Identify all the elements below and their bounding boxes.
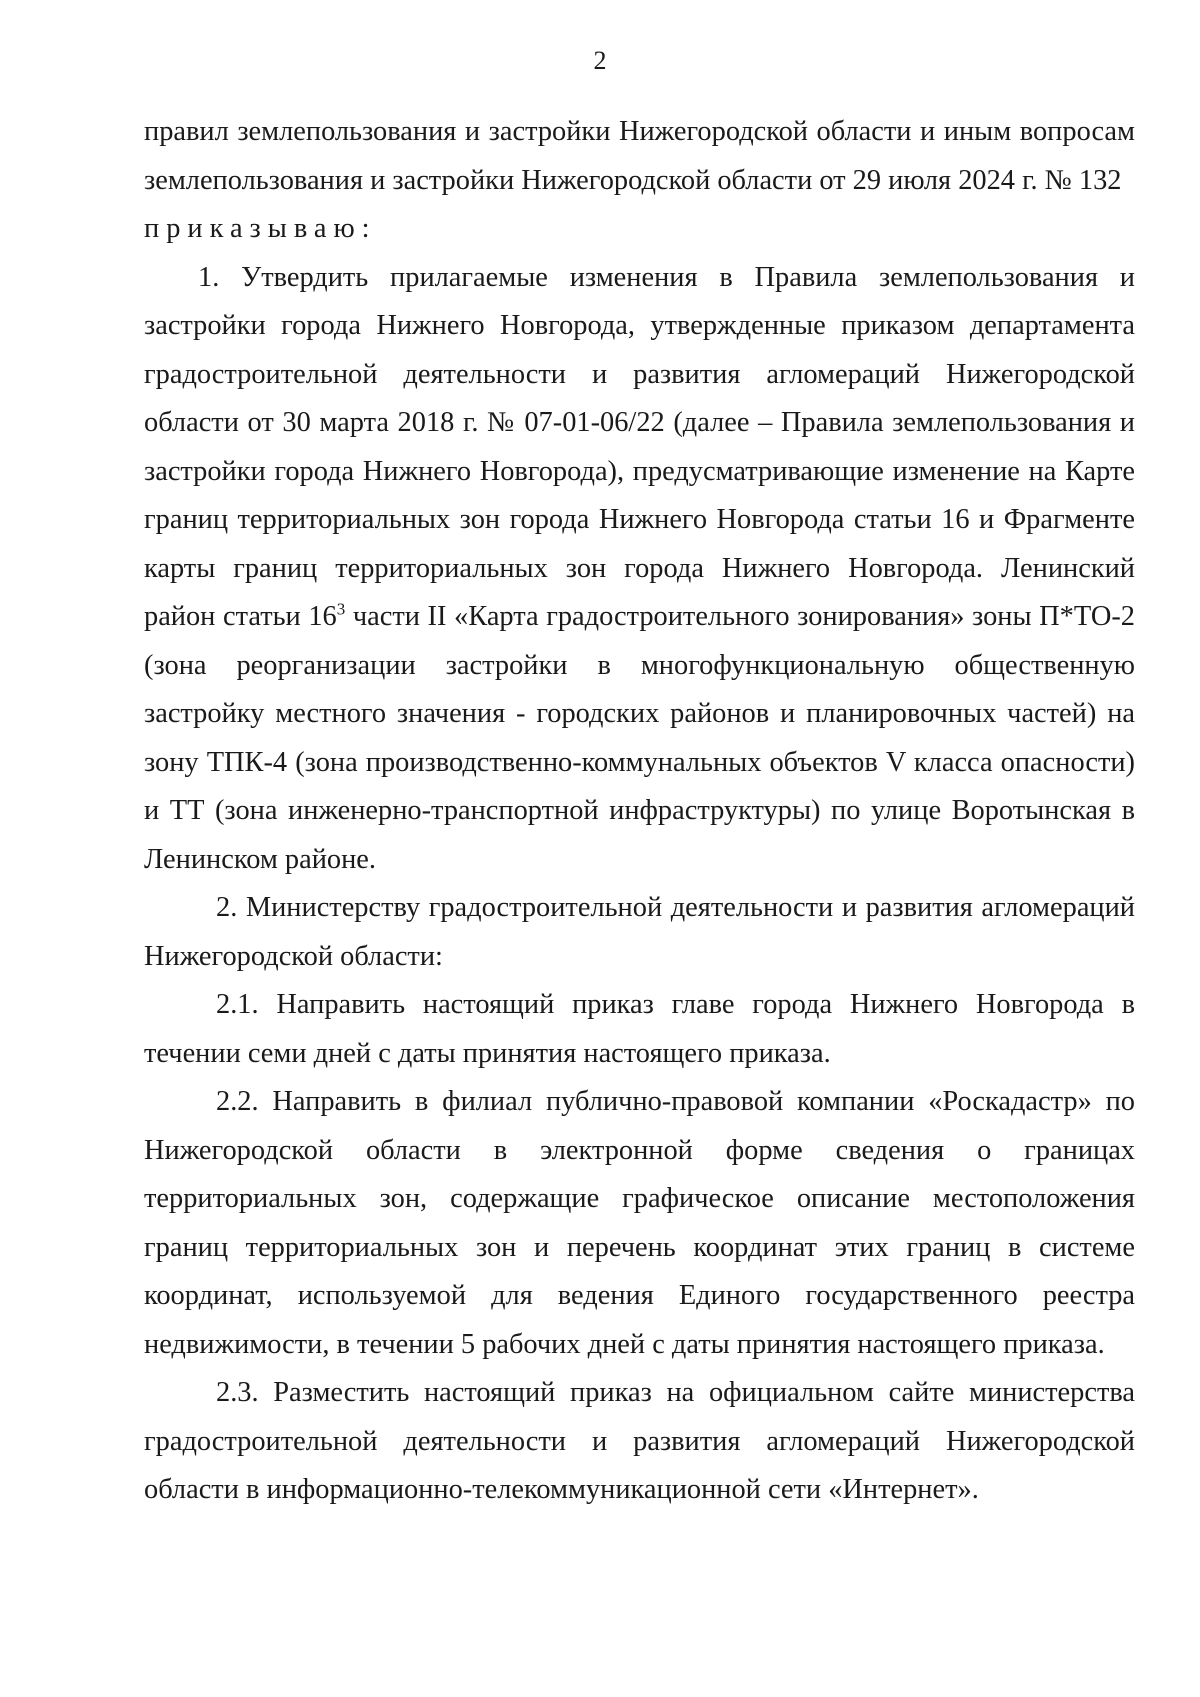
item-2-2-paragraph: 2.2. Направить в филиал публично-правовой компании «Роскадастр» по Нижегородской области в электронной форме сведения о границах территориальных зон, содержащие графическое описание местоположения границ территориальных зон и перечень координат этих границ в системе координат, используемой для ведения Единого государственного реестра недвижимости, в течении 5 рабочих дней с даты принятия настоящего приказа.	[144, 1086, 1135, 1360]
item-1-paragraph	[144, 254, 1135, 885]
intro-paragraph: правил землепользования и застройки Нижегородской области и иным вопросам землепользования и застройки Нижегородской области от 29 июля 2024 г. № 132	[144, 116, 1135, 196]
item-2-3-paragraph: 2.3. Разместить настоящий приказ на официальном сайте министерства градостроительной деятельности и развития агломераций Нижегородской области в информационно-телекоммуникационной сети «Интернет».	[144, 1377, 1135, 1505]
item-2-1-paragraph: 2.1. Направить настоящий приказ главе города Нижнего Новгорода в течении семи дней с даты принятия настоящего приказа.	[144, 989, 1135, 1069]
document-body	[144, 108, 1135, 1515]
item-1-text: 1. Утвердить прилагаемые изменения в Правила землепользования и застройки города Нижнего Новгорода, утвержденные приказом департамента градостроительной деятельности и развития агломераций Нижегородской области от 30 марта 2018 г. № 07-01-06/22 (далее – Правила землепользования и застройки города Нижнего Новгорода), предусматривающие изменение на Карте границ территориальных зон города Нижнего Новгорода статьи 16 и Фрагменте карты границ территориальных зон города Нижнего Новгорода. Ленинский район статьи 16	[144, 261, 1135, 632]
item-1-text-continued: части II «Карта градостроительного зонирования» зоны П*ТО-2 (зона реорганизации застройки в многофункциональную общественную застройку местного значения - городских районов и планировочных частей) на зону ТПК-4 (зона производственно-коммунальных объектов V класса опасности) и ТТ (зона инженерно-транспортной инфраструктуры) по улице Воротынская в Ленинском районе.	[144, 601, 1135, 875]
article-superscript: 3	[336, 599, 346, 619]
page-number: 2	[593, 46, 607, 75]
item-2-paragraph: 2. Министерству градостроительной деятельности и развития агломераций Нижегородской области:	[144, 892, 1135, 972]
order-word: приказываю:	[144, 213, 377, 244]
